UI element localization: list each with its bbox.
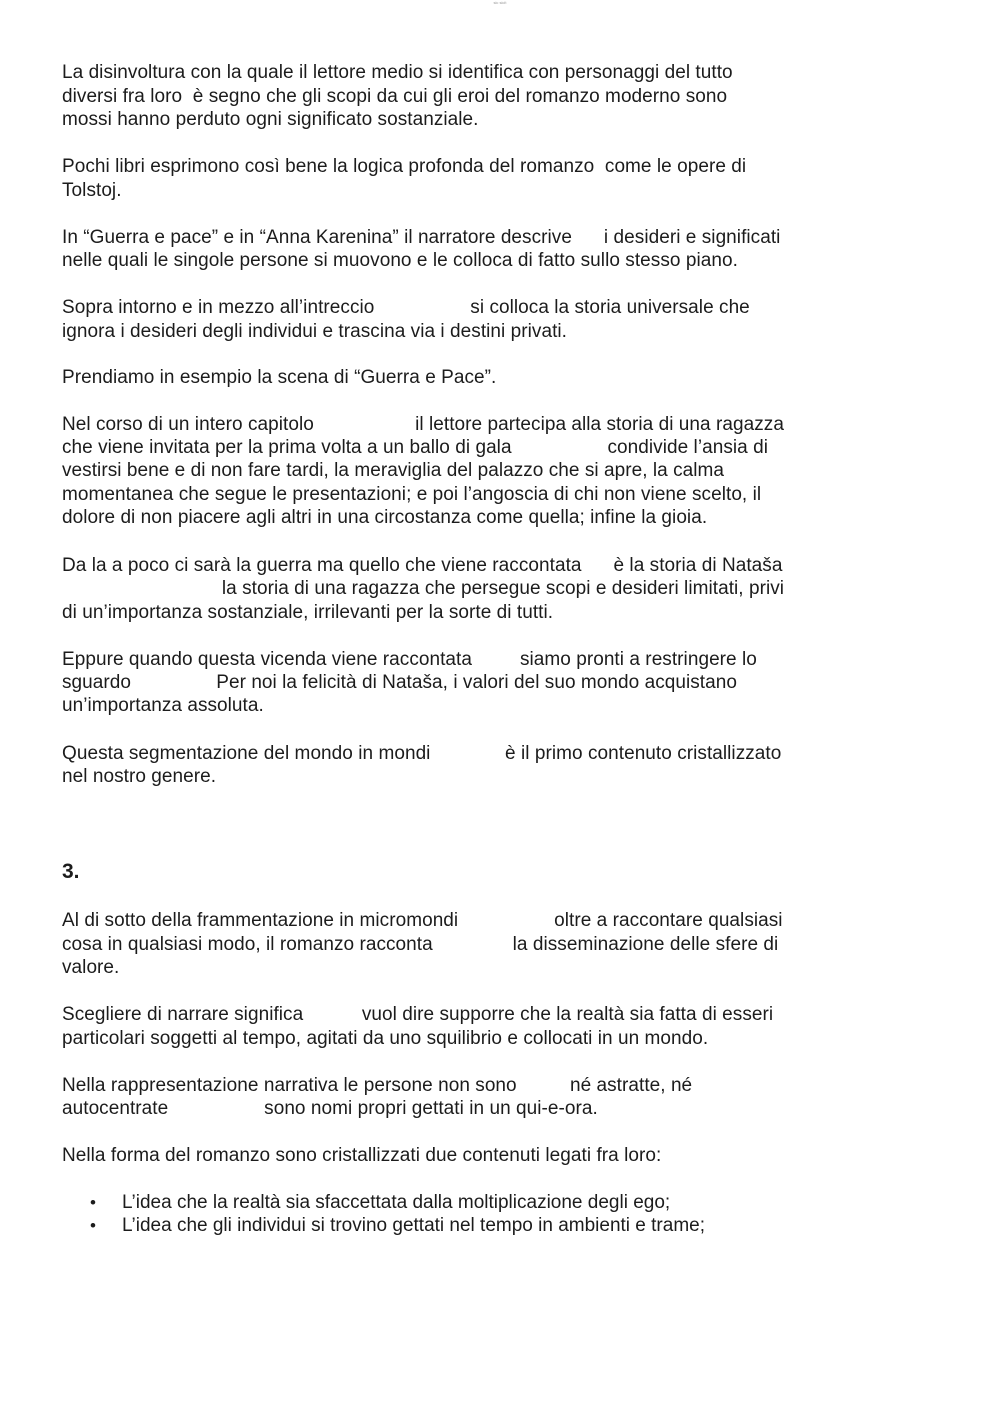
text-line: Al di sotto della frammentazione in micromondi oltre a raccontare qualsiasi — [62, 910, 783, 931]
text-line: Sopra intorno e in mezzo all’intreccio si colloca la storia universale che — [62, 297, 750, 318]
text-line: Questa segmentazione del mondo in mondi è il primo contenuto cristallizzato — [62, 743, 782, 764]
text-line: che viene invitata per la prima volta a un ballo di gala condivide l’ansia di — [62, 437, 768, 458]
text-line: Eppure quando questa vicenda viene raccontata siamo pronti a restringere lo — [62, 649, 757, 670]
text-line: ignora i desideri degli individui e trascina via i destini privati. — [62, 321, 567, 342]
text-line: Nel corso di un intero capitolo il lettore partecipa alla storia di una ragazza — [62, 414, 784, 435]
page-header-mark: sic sicit — [493, 0, 507, 5]
text-line: Tolstoj. — [62, 180, 122, 201]
text-line: dolore di non piacere agli altri in una circostanza come quella; infine la gioia. — [62, 507, 708, 528]
bullet-marker: • — [90, 1216, 96, 1235]
text-line: nel nostro genere. — [62, 766, 217, 787]
bullet-item: L’idea che la realtà sia sfaccettata dalla moltiplicazione degli ego; — [122, 1192, 671, 1213]
text-line: Prendiamo in esempio la scena di “Guerra e Pace”. — [62, 367, 497, 388]
text-line: La disinvoltura con la quale il lettore medio si identifica con personaggi del tutto — [62, 62, 733, 83]
text-line: particolari soggetti al tempo, agitati da uno squilibrio e collocati in un mondo. — [62, 1028, 709, 1049]
text-line: valore. — [62, 957, 120, 978]
text-line: la storia di una ragazza che persegue scopi e desideri limitati, privi — [62, 578, 785, 599]
text-line: vestirsi bene e di non fare tardi, la meraviglia del palazzo che si apre, la calma — [62, 460, 725, 481]
text-line: Nella rappresentazione narrativa le persone non sono né astratte, né — [62, 1075, 693, 1096]
section-number-heading: 3. — [62, 860, 80, 883]
text-line: cosa in qualsiasi modo, il romanzo racconta la disseminazione delle sfere di — [62, 934, 779, 955]
bullet-item: L’idea che gli individui si trovino gettati nel tempo in ambienti e trame; — [122, 1215, 705, 1236]
text-line: sguardo Per noi la felicità di Nataša, i valori del suo mondo acquistano — [62, 672, 737, 693]
text-line: diversi fra loro è segno che gli scopi da cui gli eroi del romanzo moderno sono — [62, 86, 728, 107]
text-line: mossi hanno perduto ogni significato sostanziale. — [62, 109, 479, 130]
text-line: Nella forma del romanzo sono cristallizzati due contenuti legati fra loro: — [62, 1145, 662, 1166]
text-line: autocentrate sono nomi propri gettati in un qui-e-ora. — [62, 1098, 598, 1119]
text-line: nelle quali le singole persone si muovono e le colloca di fatto sullo stesso piano. — [62, 250, 738, 271]
text-line: di un’importanza sostanziale, irrilevanti per la sorte di tutti. — [62, 602, 554, 623]
text-line: momentanea che segue le presentazioni; e poi l’angoscia di chi non viene scelto, il — [62, 484, 762, 505]
text-line: Scegliere di narrare significa vuol dire supporre che la realtà sia fatta di esseri — [62, 1004, 774, 1025]
text-line: In “Guerra e pace” e in “Anna Karenina” il narratore descrive i desideri e significati — [62, 227, 781, 248]
bullet-marker: • — [90, 1193, 96, 1212]
text-line: Da la a poco ci sarà la guerra ma quello che viene raccontata è la storia di Nataša — [62, 555, 783, 576]
text-line: un’importanza assoluta. — [62, 695, 264, 716]
text-line: Pochi libri esprimono così bene la logica profonda del romanzo come le opere di — [62, 156, 747, 177]
